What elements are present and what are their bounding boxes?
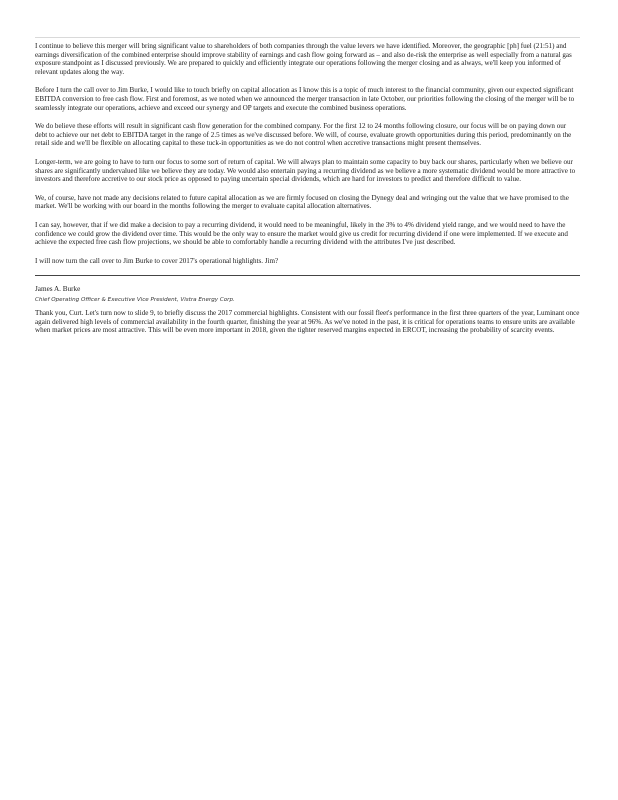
paragraph-no-decisions: We, of course, have not made any decisions related to future capital allocation as we are firmly focused on closing the Dynegy deal and wringing out the value that we have promised to the market. We'll be working with our board in the months following the merger to evaluate capital allocation alternatives. [35, 193, 569, 211]
speaker-divider [35, 275, 580, 276]
paragraph-cash-flow: We do believe these efforts will result in significant cash flow generation for the combined company. For the first 12 to 24 months following closure, our focus will be on paying down our debt to achieve our net debt to EBITDA target in the range of 2.5 times as we've discussed before. We will, of course, evaluate growth opportunities during this period, predominantly on the retail side and we'll be flexible on allocating capital to these tuck-in opportunities as we do not control when accretive transactions might present themselves. [35, 122, 572, 148]
paragraph-commercial-highlights: Thank you, Curt. Let's turn now to slide 9, to briefly discuss the 2017 commercial highlights. Consistent with our fossil fleet's performance in the first three quarters of the year, Luminant once again delivered high levels of commercial availability in the fourth quarter, finishing the year at 96%. As we've noted in the past, it is critical for operations teams to ensure units are available when market prices are most attractive. This will be even more important in 2018, given the tighter reserved margins expected in ERCOT, increasing the probability of scarcity events. [35, 309, 580, 335]
paragraph-recurring-dividend: I can say, however, that if we did make a decision to pay a recurring dividend, it would need to be meaningful, likely in the 3% to 4% dividend yield range, and we would need to have the confidence we could grow the dividend over time. This would be the only way to ensure the market would give us credit for recurring dividend if one were implemented. If we execute and achieve the expected free cash flow projections, we should be able to comfortably handle a recurring dividend with the attributes I've just described. [35, 220, 568, 247]
speaker-title: Chief Operating Officer & Executive Vice President, Vistra Energy Corp. [35, 297, 235, 304]
paragraph-return-of-capital: Longer-term, we are going to have to turn our focus to some sort of return of capital. We will always plan to maintain some capacity to buy back our shares, particularly when we believe our shares are significantly undervalued like we believe they are today. We would also entertain paying a recurring dividend as we believe a more systematic dividend would be more attractive to investors and therefore accretive to our stock price as opposed to paying uncertain special dividends, which are hard for investors to predict and therefore difficult to value. [35, 157, 576, 184]
paragraph-handoff: I will now turn the call over to Jim Burke to cover 2017's operational highlights. Jim? [35, 256, 279, 265]
paragraph-capital-allocation: Before I turn the call over to Jim Burke, I would like to touch briefly on capital allocation as I know this is a topic of much interest to the financial community, given our expected significant EBITDA conversion to free cash flow. First and foremost, as we noted when we announced the merger transaction in late October, our priorities following the closing of the merger will be to seamlessly integrate our operations, achieve and exceed our synergy and OP targets and execute the combined business operations. [35, 86, 575, 112]
top-rule [35, 37, 580, 38]
speaker-name: James A. Burke [35, 285, 81, 294]
paragraph-merger-value: I continue to believe this merger will bring significant value to shareholders of both companies through the value levers we have identified. Moreover, the geographic [ph] fuel (21:51) and earnings diversification of the combined enterprise should improve stability of earnings and cash flow going forward as – and also de-risk the enterprise as well especially from a natural gas exposure standpoint as I discussed previously. We are prepared to quickly and efficiently integrate our operations following the merger closing and as always, we'll keep you informed of relevant updates along the way. [35, 42, 572, 76]
transcript-page [35, 37, 580, 345]
